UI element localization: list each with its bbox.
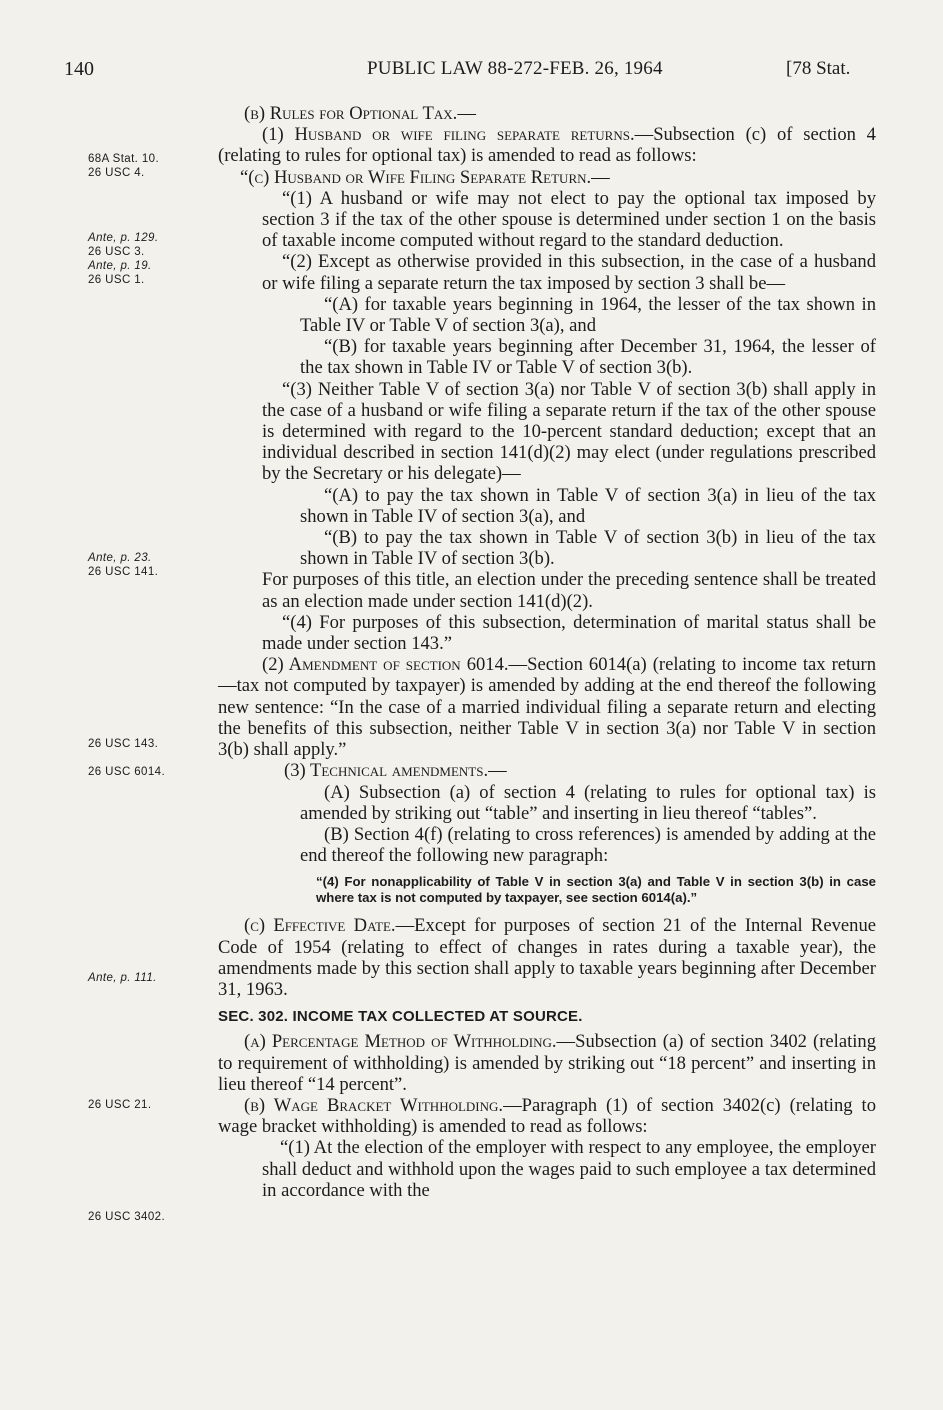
margin-note-1: [88, 152, 228, 180]
margin-note-line: 26 USC 1.: [88, 274, 145, 286]
paragraph-b2: (2) Amendment of section 6014.—Section 6014(a) (relating to income tax return—tax not computed by taxpayer) is amended by adding at the end thereof the following new sentence: “In the case of a married individual filing a separate return and electing the benefits of this subsection, neither Table V in section 3(a) nor Table V in section 3(b) shall apply.”: [218, 654, 876, 761]
margin-note-line: 26 USC 6014.: [88, 766, 166, 778]
margin-note-line: 26 USC 3402.: [88, 1211, 166, 1223]
section-302-quoted-paragraph-1: “(1) At the election of the employer with respect to any employee, the employer shall deduct and withhold upon the wages paid to such employee a tax determined in accordance with the: [262, 1137, 876, 1201]
margin-note-line: Ante, p. 129.: [88, 232, 159, 244]
margin-note-line: Ante, p. 111.: [88, 972, 157, 984]
quoted-paragraph-3-tail: For purposes of this title, an election under the preceding sentence shall be treated as an election made under section 141(d)(2).: [262, 569, 876, 612]
margin-note-3: [88, 551, 228, 579]
quoted-paragraph-1: “(1) A husband or wife may not elect to pay the optional tax imposed by section 3 if the tax of the other spouse is determined under section 1 on the basis of taxable income computed without regard to the standard deduction.: [262, 187, 876, 252]
margin-note-6: [88, 971, 228, 985]
subparagraph-b3B: (B) Section 4(f) (relating to cross references) is amended by adding at the end thereof the following new paragraph:: [300, 823, 876, 867]
margin-note-line: 26 USC 141.: [88, 566, 159, 578]
subsection-c-effective-date: (c) Effective Date.—Except for purposes of section 21 of the Internal Revenue Code of 1954 (relating to effect of changes in rates during a taxable year), the amendments made by this section shall apply to taxable years beginning after December 31, 1963.: [218, 915, 876, 1000]
margin-note-2: [88, 231, 228, 287]
margin-note-line: 26 USC 3.: [88, 246, 145, 258]
quoted-subparagraph-2B: “(B) for taxable years beginning after December 31, 1964, the lesser of the tax shown in Table IV or Table V of section 3(b).: [300, 336, 876, 379]
margin-note-line: Ante, p. 23.: [88, 552, 152, 564]
margin-note-8: [88, 1210, 228, 1224]
margin-note-line: 26 USC 21.: [88, 1099, 152, 1111]
section-302-heading: SEC. 302. INCOME TAX COLLECTED AT SOURCE.: [218, 1008, 583, 1026]
section-302-subsection-b: (b) Wage Bracket Withholding.—Paragraph (1) of section 3402(c) (relating to wage bracket withholding) is amended to read as follows:: [218, 1094, 876, 1138]
margin-note-line: 26 USC 143.: [88, 738, 159, 750]
body-text: [218, 103, 876, 1201]
subparagraph-b3A: (A) Subsection (a) of section 4 (relating to rules for optional tax) is amended by striking out “table” and inserting in lieu thereof “tables”.: [300, 781, 876, 824]
section-302-subsection-a: (a) Percentage Method of Withholding.—Subsection (a) of section 3402 (relating to requirement of withholding) is amended by striking out “18 percent” and inserting in lieu thereof “14 percent”.: [218, 1031, 876, 1095]
quoted-paragraph-2: “(2) Except as otherwise provided in this subsection, in the case of a husband or wife filing a separate return the tax imposed by section 3 shall be—: [262, 251, 876, 294]
stat-reference: [78 Stat.: [786, 58, 851, 79]
margin-note-line: Ante, p. 19.: [88, 260, 152, 272]
margin-note-4: [88, 737, 228, 751]
quoted-paragraph-4: “(4) For purposes of this subsection, determination of marital status shall be made under section 143.”: [262, 611, 876, 655]
quoted-subparagraph-3A: “(A) to pay the tax shown in Table V of section 3(a) in lieu of the tax shown in Table IV of section 3(a), and: [300, 484, 876, 527]
paragraph-b1: (1) Husband or wife filing separate returns.—Subsection (c) of section 4 (relating to rules for optional tax) is amended to read as follows:: [218, 124, 876, 167]
quoted-paragraph-3: “(3) Neither Table V of section 3(a) nor Table V of section 3(b) shall apply in the case of a husband or wife filing a separate return if the tax of the other spouse is determined with regard to the 10-percent standard deduction; except that an individual described in section 141(d)(2) may elect (under regulations prescribed by the Secretary or his delegate)—: [262, 378, 876, 485]
running-title: PUBLIC LAW 88-272-FEB. 26, 1964: [367, 58, 663, 79]
quoted-subsection-c-heading: “(c) Husband or Wife Filing Separate Return.—: [240, 166, 610, 188]
quoted-subparagraph-3B: “(B) to pay the tax shown in Table V of section 3(b) in lieu of the tax shown in Table IV of section 3(b).: [300, 527, 876, 570]
subsection-b-heading: (b) Rules for Optional Tax.—: [244, 103, 476, 124]
margin-note-5: [88, 765, 228, 779]
inserted-paragraph-quote: “(4) For nonapplicability of Table V in section 3(a) and Table V in section 3(b) in case where tax is not computed by taxpayer, see section 6014(a).”: [316, 874, 876, 905]
page-number: 140: [64, 58, 94, 80]
margin-note-7: [88, 1098, 228, 1112]
quoted-subparagraph-2A: “(A) for taxable years beginning in 1964, the lesser of the tax shown in Table IV or Table V of section 3(a), and: [300, 293, 876, 337]
margin-note-line: 68A Stat. 10.: [88, 153, 160, 165]
margin-note-line: 26 USC 4.: [88, 167, 145, 179]
paragraph-b3-heading: (3) Technical amendments.—: [284, 760, 507, 782]
